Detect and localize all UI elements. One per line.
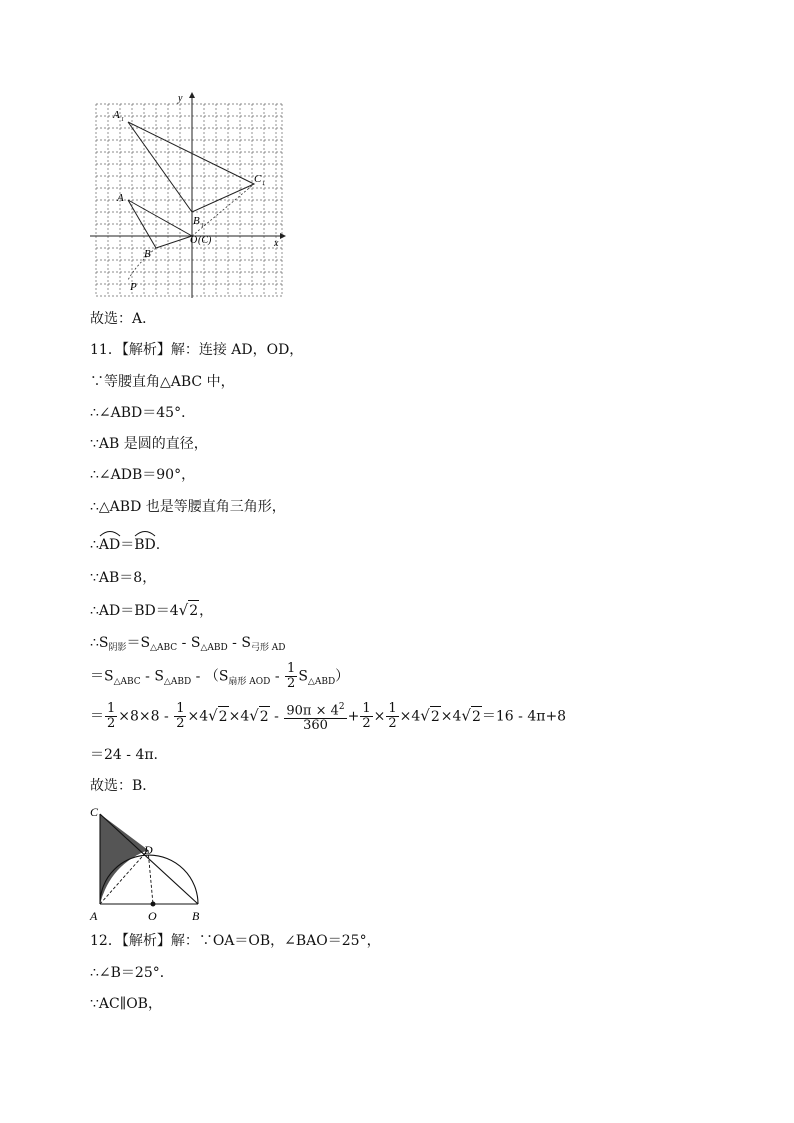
label-b: B <box>192 909 200 923</box>
arc-ad: AD <box>98 537 121 553</box>
q11-line-7: ∴ AD＝ BD. <box>90 535 160 555</box>
q11-line-5: ∴∠ADB＝90°， <box>90 467 196 483</box>
label-b1-sub: 1 <box>201 223 204 229</box>
q11-line-3: ∴∠ABD＝45°． <box>90 405 196 421</box>
grid-lines <box>96 104 282 296</box>
label-c1-sub: 1 <box>262 181 265 187</box>
label-o: O <box>190 235 198 246</box>
label-p: P <box>130 281 137 293</box>
center-point-o <box>151 902 156 907</box>
q12-line-1: 12．【解析】解：∵OA＝OB，∠BAO＝25°， <box>90 933 381 949</box>
shaded-region <box>100 814 148 904</box>
coordinate-grid-figure <box>86 90 296 300</box>
arc-bd: BD <box>134 537 156 553</box>
triangle-edges <box>128 122 254 248</box>
q12-line-3: ∵AC∥OB， <box>90 996 162 1012</box>
label-c: C <box>90 805 99 819</box>
label-a: A <box>117 192 124 204</box>
q11-line-13: ＝24 - 4π. <box>90 747 159 763</box>
label-a1: A <box>113 109 120 121</box>
q11-line-9: ∴AD＝BD＝4√2， <box>90 601 214 619</box>
q11-line-11: $=S_{\triangle ABC} - S_{\triangle ABD} - (S_{扇形 AOD}$ - $\frac{1}{2}$ $S_{\triangle ABD}$） <box>90 661 350 691</box>
q11-line-4: ∵AB 是圆的直径， <box>90 436 208 452</box>
label-c1: C <box>254 173 262 185</box>
q11-line-12: ＝ $\frac{1}{2}$ ×8×8 - $\frac{1}{2}$ ×4√2×4√2 - $\frac{90\pi \times 4^2}{360}$ + $\frac{1}{2}$ × $\frac{1}{2}$ ×4√2×4√2＝16 - 4π+8 <box>90 701 567 734</box>
label-a1-sub: 1 <box>121 117 124 123</box>
q11-line-1: 11．【解析】解：连接 AD，OD， <box>90 342 304 358</box>
q11-line-6: ∴△ABD 也是等腰直角三角形， <box>90 499 286 515</box>
answer-10: 故选：A． <box>90 311 157 327</box>
arrow-y <box>189 92 195 98</box>
q11-line-10: $\therefore S_{阴影}=S_{\triangle ABC} - S_{\triangle ABD} - S_{弓形 AD}$ <box>90 635 286 653</box>
label-a: A <box>90 909 98 923</box>
label-y: y <box>178 93 183 104</box>
label-b: B <box>144 248 151 260</box>
label-oc: (C) <box>198 235 212 246</box>
q11-line-2: ∵等腰直角△ABC 中， <box>90 374 235 390</box>
label-b1: B <box>193 215 200 227</box>
label-x: x <box>274 238 279 249</box>
q12-line-2: ∴∠B＝25°． <box>90 965 174 981</box>
q11-line-8: ∵AB＝8， <box>90 570 157 586</box>
label-d: D <box>144 843 153 857</box>
label-o: O <box>148 909 157 923</box>
q11-answer: 故选：B． <box>90 778 157 794</box>
arrow-x <box>280 233 286 239</box>
semicircle-figure <box>84 800 214 925</box>
